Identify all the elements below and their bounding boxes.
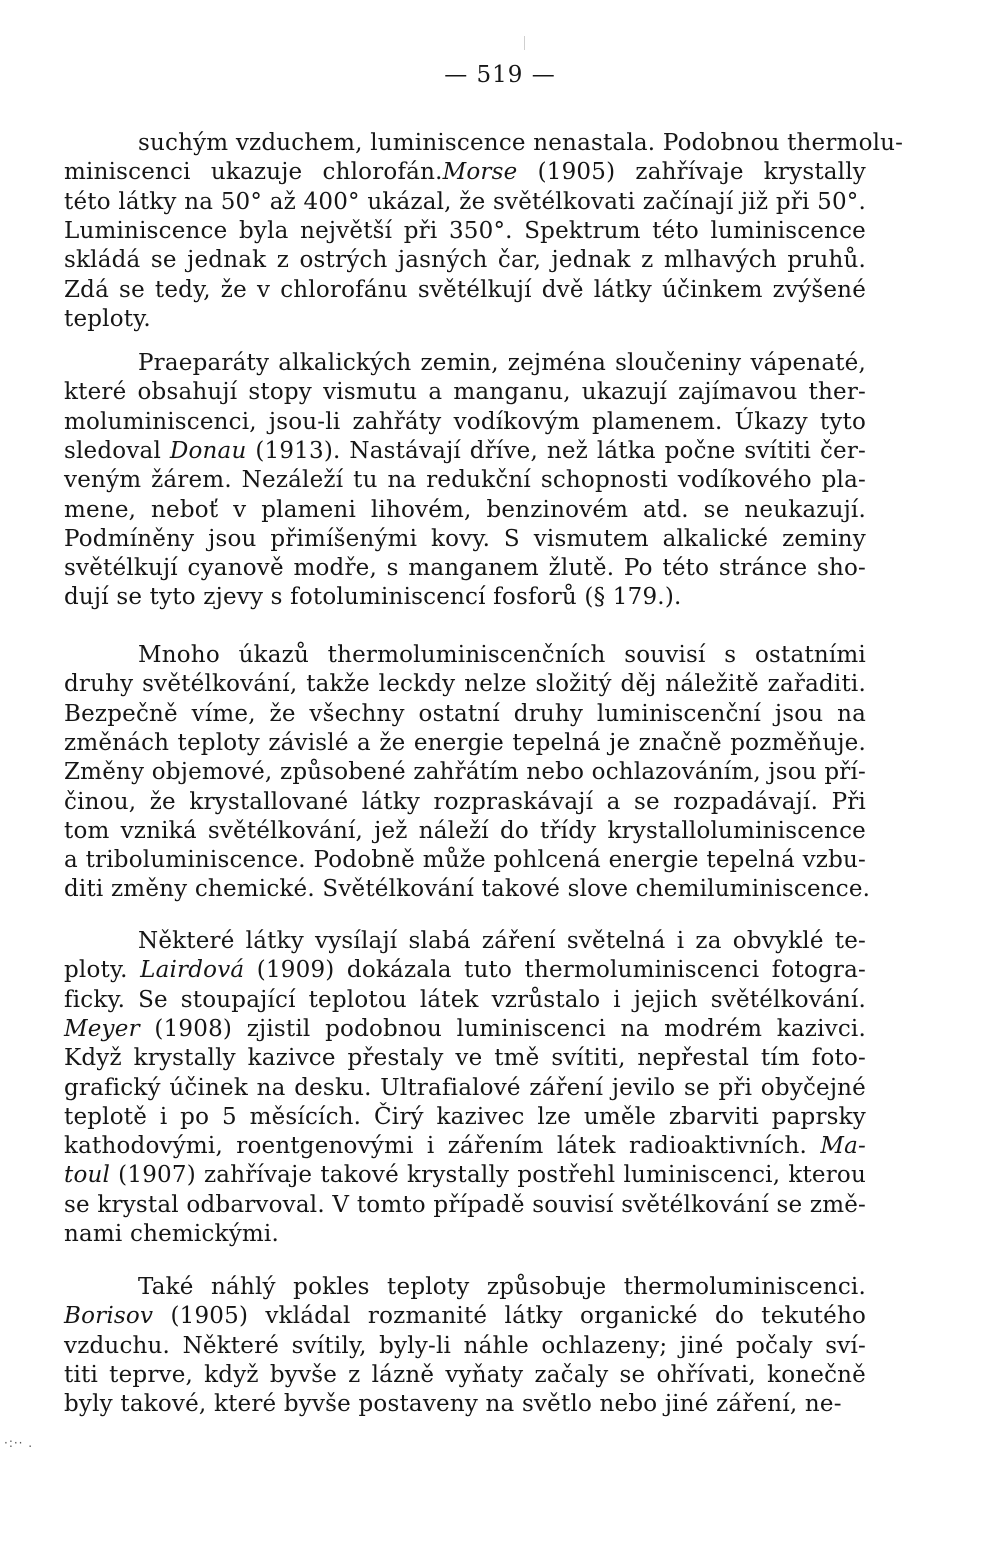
line-text: tom vzniká světélkování, jež náleží do třídy krystalloluminiscence: [64, 817, 866, 844]
scan-mark: [524, 36, 525, 50]
author-name: Morse: [442, 159, 518, 186]
line-text: Když krystally kazivce přestaly ve tmě svítiti, nepřestal tím foto-: [64, 1045, 866, 1072]
text-line: [64, 757, 866, 788]
line-text: veným žárem. Nezáleží tu na redukční schopnosti vodíkového pla-: [64, 467, 866, 494]
author-name: Borisov: [64, 1303, 154, 1330]
line-text: vzduchu. Některé svítily, byly-li náhle ochlazeny; jiné počaly sví-: [64, 1332, 866, 1359]
text-line: [64, 495, 866, 526]
text-line: [138, 348, 866, 379]
line-text: Praeparáty alkalických zemin, zejména sloučeniny vápenaté,: [138, 350, 866, 376]
page-number: — 519 —: [444, 62, 556, 88]
line-text: se krystal odbarvoval. V tomto případě souvisí světélkování se změ-: [64, 1191, 866, 1218]
line-text-continued: (1905) vkládal rozmanité látky organické do tekutého: [153, 1303, 866, 1330]
text-line: [64, 1331, 866, 1362]
line-text: ficky. Se stoupající teplotou látek vzrůstalo i jejich světélkování.: [64, 986, 866, 1013]
text-line: [64, 1160, 866, 1191]
line-text: ploty.: [64, 957, 141, 984]
text-line: [64, 1301, 866, 1332]
text-line: [64, 187, 866, 218]
line-text-continued: (1909) dokázala tuto thermoluminiscenci fotogra-: [244, 957, 866, 984]
line-text: teplotě i po 5 měsících. Čirý kazivec lze uměle zbarviti paprsky: [64, 1103, 866, 1130]
text-line: [64, 845, 866, 876]
line-text: Podmíněny jsou přimíšenými kovy. S vismutem alkalické zeminy: [64, 525, 866, 552]
line-text: miniscenci ukazuje chlorofán.: [64, 159, 443, 186]
text-line: [64, 669, 866, 700]
line-text: Zdá se tedy, že v chlorofánu světélkují dvě látky účinkem zvýšené: [64, 276, 866, 303]
text-line: [64, 787, 866, 818]
line-text: skládá se jednak z ostrých jasných čar, jednak z mlhavých pruhů.: [64, 247, 866, 274]
line-text-continued: (1905) zahřívaje krystally: [517, 159, 866, 186]
author-name: Meyer: [64, 1015, 140, 1042]
text-line: [64, 582, 866, 613]
text-line: [64, 1389, 866, 1420]
text-line: [138, 926, 866, 957]
text-line: [64, 816, 866, 847]
text-line: [138, 640, 866, 671]
text-line: [64, 1131, 866, 1162]
text-line: [64, 407, 866, 438]
text-line: [64, 699, 866, 730]
line-text: Bezpečně víme, že všechny ostatní druhy luminiscenční jsou na: [64, 700, 866, 727]
line-text: grafický účinek na desku. Ultrafialové záření jevilo se při obyčejné: [64, 1074, 866, 1101]
text-line: [64, 553, 866, 584]
line-text: teploty.: [64, 305, 151, 332]
text-line: [64, 728, 866, 759]
text-line: [64, 1014, 866, 1045]
line-text: a triboluminiscence. Podobně může pohlcená energie tepelná vzbu-: [64, 847, 866, 874]
text-line: [64, 1190, 866, 1221]
line-text-continued: (1913). Nastávají dříve, než látka počne svítiti čer-: [246, 437, 866, 464]
text-line: [64, 436, 866, 467]
text-line: [138, 128, 904, 159]
line-text: sledoval: [64, 437, 170, 464]
text-line: [64, 1073, 866, 1104]
line-text: druhy světélkování, takže leckdy nelze složitý děj náležitě zařaditi.: [64, 671, 866, 698]
line-text: byly takové, které byvše postaveny na světlo nebo jiné záření, ne-: [64, 1391, 842, 1418]
line-text: Změny objemové, způsobené zahřátím nebo ochlazováním, jsou pří-: [64, 759, 866, 786]
line-text: mene, neboť v plameni lihovém, benzinovém atd. se neukazují.: [64, 496, 866, 523]
text-line: [64, 1102, 866, 1133]
text-line: [64, 275, 866, 306]
line-text: Některé látky vysílají slabá záření světelná i za obvyklé te-: [138, 928, 866, 954]
line-text: světélkují cyanově modře, s manganem žlutě. Po této stránce sho-: [64, 555, 866, 582]
text-line: [138, 1272, 866, 1303]
author-name: Donau: [169, 437, 247, 464]
line-text: které obsahují stopy vismutu a manganu, ukazují zajímavou ther-: [64, 379, 866, 406]
text-line: [64, 157, 866, 188]
line-text: Také náhlý pokles teploty způsobuje thermoluminiscenci.: [138, 1274, 866, 1300]
line-text: suchým vzduchem, luminiscence nenastala. Podobnou thermolu-: [138, 130, 904, 156]
text-line: [64, 1219, 866, 1250]
text-line: [64, 216, 866, 247]
author-name: toul: [64, 1162, 111, 1189]
author-name: Ma-: [807, 1133, 867, 1160]
margin-scan-artifact: ·:·· .: [4, 1436, 34, 1450]
text-line: [64, 524, 866, 555]
text-line: [64, 377, 866, 408]
text-line: [64, 955, 866, 986]
line-text: dují se tyto zjevy s fotoluminiscencí fosforů (§ 179.).: [64, 584, 682, 611]
text-line: [64, 245, 866, 276]
line-text: nami chemickými.: [64, 1221, 279, 1247]
line-text-continued: (1907) zahřívaje takové krystally postřehl luminiscenci, kterou: [110, 1162, 866, 1189]
line-text: této látky na 50° až 400° ukázal, že světélkovati začínají již při 50°.: [64, 188, 866, 215]
text-line: [64, 465, 866, 496]
line-text-continued: (1908) zjistil podobnou luminiscenci na modrém kazivci.: [139, 1015, 866, 1042]
line-text: Mnoho úkazů thermoluminiscenčních souvisí s ostatními: [138, 642, 866, 668]
text-line: [64, 874, 871, 905]
author-name: Lairdová: [140, 957, 245, 984]
line-text: titi teprve, když byvše z lázně vyňaty začaly se ohřívati, konečně: [64, 1361, 866, 1388]
text-line: [64, 304, 866, 335]
line-text: změnách teploty závislé a že energie tepelná je značně pozměňuje.: [64, 729, 866, 756]
text-line: [64, 1043, 866, 1074]
line-text: kathodovými, roentgenovými i zářením látek radioaktivních.: [64, 1133, 808, 1160]
line-text: diti změny chemické. Světélkování takové slove chemiluminiscence.: [64, 876, 871, 903]
text-line: [64, 1360, 866, 1391]
text-line: [64, 985, 866, 1016]
line-text: činou, že krystallované látky rozpraskávají a se rozpadávají. Při: [64, 788, 866, 815]
line-text: moluminiscenci, jsou-li zahřáty vodíkovým plamenem. Úkazy tyto: [64, 408, 866, 435]
line-text: Luminiscence byla největší při 350°. Spektrum této luminiscence: [64, 217, 866, 244]
